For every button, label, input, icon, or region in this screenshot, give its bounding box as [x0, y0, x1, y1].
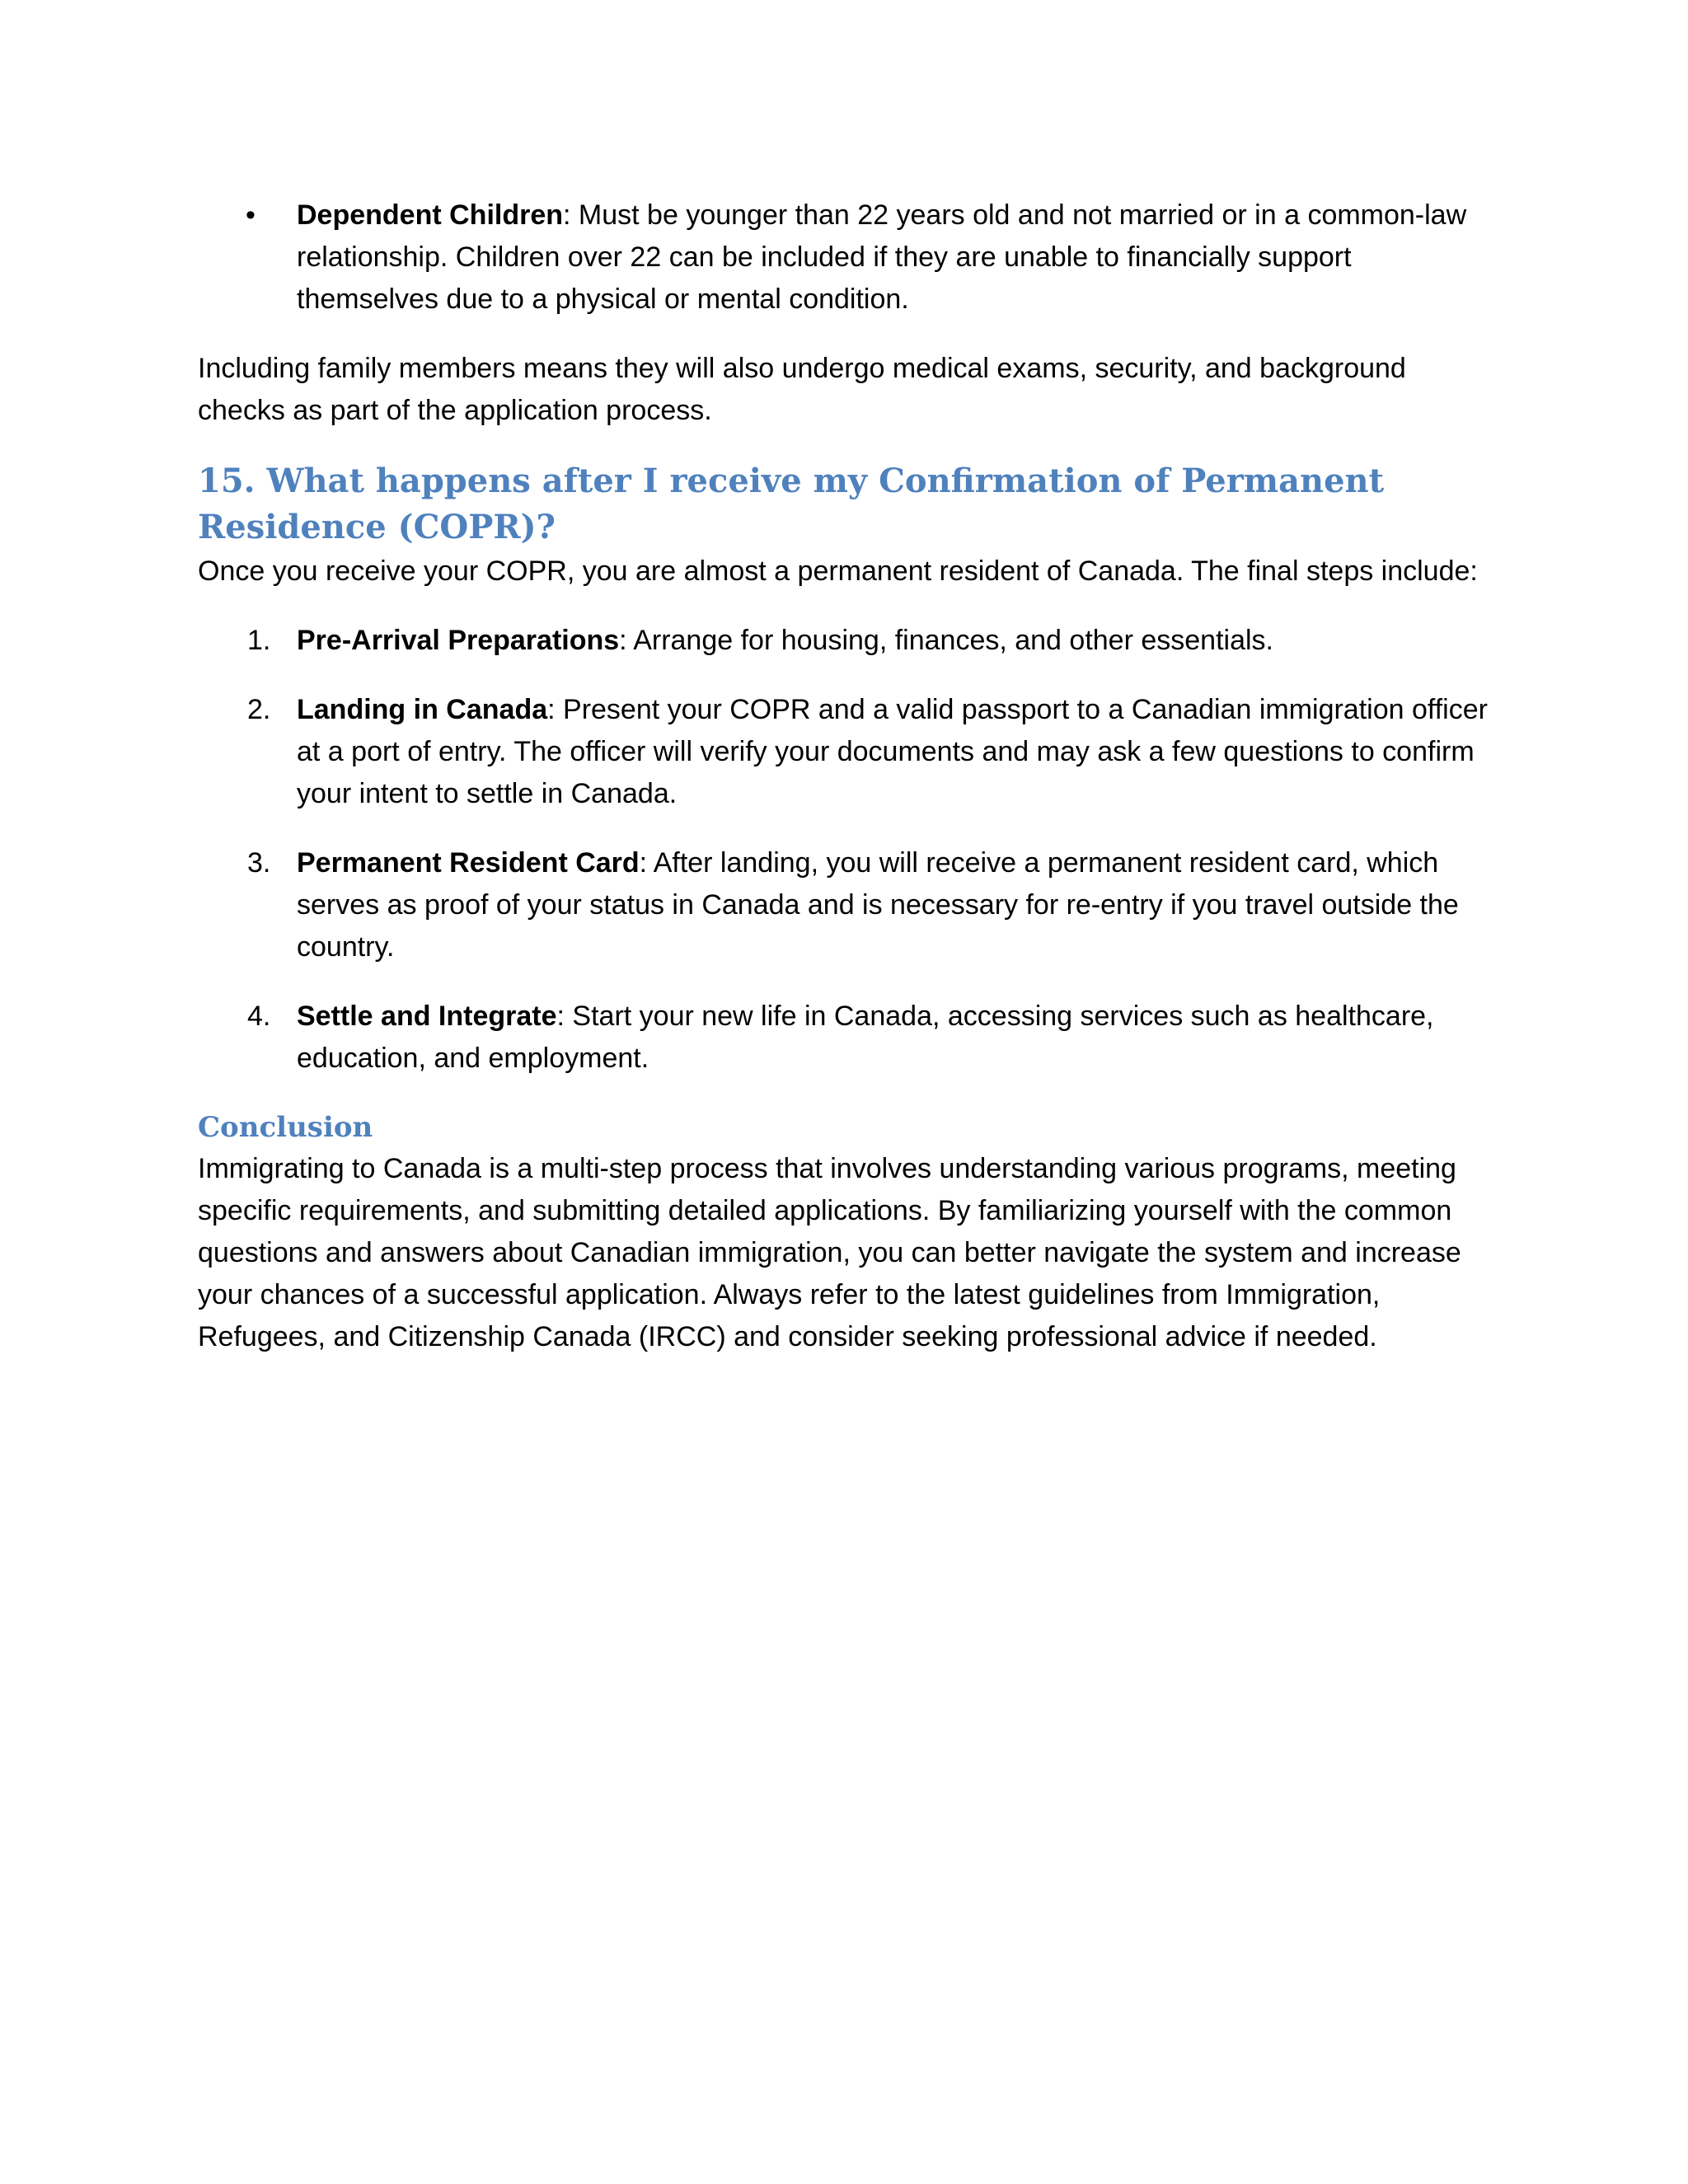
step-term: Settle and Integrate — [297, 1001, 557, 1032]
step-number: 1. — [247, 625, 271, 656]
step-text: : Start your new life in Canada, accessing services such as healthcare, education, and employment. — [297, 1001, 1434, 1074]
bullet-term: Dependent Children — [297, 199, 564, 231]
conclusion-heading: Conclusion — [198, 1111, 373, 1144]
step-item-2 — [198, 689, 1500, 815]
step-text: : After landing, you will receive a permanent resident card, which serves as proof of your status in Canada and is necessary for re-entry if you travel outside the country. — [297, 847, 1459, 963]
step-term: Landing in Canada — [297, 694, 548, 725]
step-number: 4. — [247, 1001, 271, 1032]
step-text: : Present your COPR and a valid passport to a Canadian immigration officer at a port of entry. The officer will verify your documents and may ask a few questions to confirm your intent to settle in Canada. — [297, 694, 1488, 809]
step-term: Permanent Resident Card — [297, 847, 640, 879]
conclusion-paragraph: Immigrating to Canada is a multi-step process that involves understanding various programs, meeting specific requirements, and submitting detailed applications. By familiarizing yourself with the common questions and answers about Canadian immigration, you can better navigate the system and increase your chances of a successful application. Always refer to the latest guidelines from Immigration, Refugees, and Citizenship Canada (IRCC) and consider seeking professional advice if needed. — [198, 1153, 1461, 1352]
step-item-1 — [198, 620, 1500, 662]
bullet-text: : Must be younger than 22 years old and not married or in a common-law relationship. Children over 22 can be included if they are unable to financially support themselves due to a physical or mental condition. — [297, 199, 1467, 315]
step-text: : Arrange for housing, finances, and other essentials. — [619, 625, 1273, 656]
step-term: Pre-Arrival Preparations — [297, 625, 620, 656]
section-15-heading: 15. What happens after I receive my Confirmation of Permanent Residence (COPR)? — [198, 462, 1385, 546]
document-content — [198, 194, 1500, 1358]
bullet-dot-icon: • — [246, 199, 256, 231]
step-number: 2. — [247, 694, 271, 725]
bullet-item-dependent-children — [198, 194, 1500, 321]
section-15-lead: Once you receive your COPR, you are almost a permanent resident of Canada. The final steps include: — [198, 555, 1478, 587]
step-number: 3. — [247, 847, 271, 879]
family-members-paragraph: Including family members means they will also undergo medical exams, security, and background checks as part of the application process. — [198, 353, 1406, 426]
step-item-4 — [198, 996, 1500, 1080]
final-steps-list — [198, 620, 1500, 1080]
dependents-bullet-list — [198, 194, 1500, 321]
step-item-3 — [198, 842, 1500, 968]
